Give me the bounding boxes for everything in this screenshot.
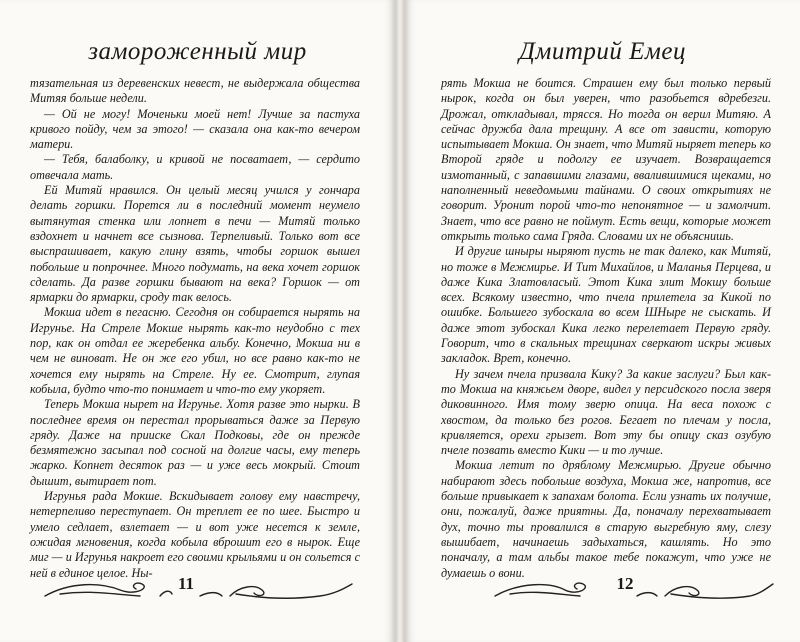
paragraph: Мокша идет в пегасню. Сегодня он собирается нырять на Игрунье. На Стреле Мокше нырять как-то неудобно с тех пор, как он отдал ее жеребенка альбу. Конечно, Мокша ни в чем не виноват. Не он же его убил, но все равно как-то не хочется ему нырять на Стреле. Ну ее. Смотрит, глупая кобыла, будто что-то понимает и что-то ему укоряет.	[30, 305, 360, 396]
book-gutter	[395, 0, 405, 642]
paragraph: И другие шныры ныряют пусть не так далеко, как Митяй, но тоже в Межмирье. И Тит Михайлов, и Маланья Перцева, и даже Кика Златовласый. Этот Кика злит Мокшу больше всех. Всякому известно, что пчела прилетела за Кикой по ошибке. Большего зубоскала во всем ШНыре не сыскать. И даже этот зубоскал Кика легко перелетает Первую гряду. Говорит, что в скальных трещинах сверкают искры живых закладок. Врет, конечно.	[441, 244, 771, 366]
paragraph: Ну зачем пчела призвала Кику? За какие заслуги? Был как-то Мокша на княжьем дворе, видел у персидского посла зверя диковинного. Имя тому зверю опица. На веса похож с хвостом, да только без рогов. Бегает по плечам у посла, кривляется, орехи грызет. Вот эту бы опицу сказ озубую пчеле позвать вместо Кики — и то лучше.	[441, 366, 771, 458]
paragraph: Теперь Мокша нырет на Игрунье. Хотя разве это нырки. В последнее время он перестал прорываться даже за Первую гряду. Даже на прииске Скал Подковы, где он прежде безмятежно засыпал под сосной на долгие часы, ему теперь жарко. Копнет десяток раз — и уже весь мокрый. Стоит дышит, вытирает пот.	[30, 397, 360, 488]
paragraph: тязательная из деревенских невест, не выдержала общества Митяя больше недели.	[30, 76, 360, 106]
paragraph: Игрунья рада Мокше. Вскидывает голову ему навстречу, нетерпеливо переступает. Он треплет ее по шее. Быстро и умело седлает, взлетает — и вот уже несется к земле, ожидая мгновения, когда кобыла вброшит его в нырок. Еще миг — и Игрунья накроет его своими крыльями и он сольется с ней в единое целое. Ны-	[30, 489, 360, 580]
right-page-text	[441, 76, 771, 581]
paragraph: — Тебя, балаболку, и кривой не посватает, — сердито отвечала мать.	[30, 152, 360, 182]
paragraph: Ей Митяй нравился. Он целый месяц учился у гончара делать горшки. Порется ли в последний момент неумело вытянутая стенка или лопнет в печи — Митяй только вздохнет и начнет все сызнова. Терпеливый. Только вот все выспрашивает, какую глину взять, чтобы горшок вышел побольше и попрочнее. Много подумать, на века хочет горшок сделать. Да разве горшки бывают на века? Горшок — от ярмарки до ярмарки, сроду так велось.	[30, 183, 360, 305]
paragraph: Мокша летит по дряблому Межмирью. Другие обычно набирают здесь побольше воздуха, Мокша же, напротив, все больше привыкает к запахам болота. Если узнать их получше, они, пожалуй, даже приятны. Да, поначалу перехватывает дух, точно ты провалился в старую выгребную яму, слезу вышибает, начинаешь задыхаться, кашлять. Но это поначалу, а там альбы такое тебе покажут, что уже не думаешь о вони.	[441, 458, 771, 580]
page-number-right: 12	[616, 574, 634, 593]
right-page	[405, 0, 800, 642]
running-header-right: Дмитрий Емец	[519, 38, 686, 65]
paragraph: рять Мокша не боится. Страшен ему был только первый нырок, когда он был уверен, что разобьется вдребезги. Дрожал, откладывал, трясся. Но тогда он верил Митяю. А сейчас дружба дала трещину. А все от зависти, которую испытывает Мокша. Он знает, что Митяй ныряет теперь ко Второй гряде и подолгу ее изучает. Возвращается измотанный, с запавшими глазами, ввалившимися щеками, но наполненный неведомыми тайнами. О своих открытиях не говорит. Уронит порой что-то непонятное — и замолчит. Знает, что все равно не поймут. Есть вещи, которые может открыть только сама Гряда. Словами их не объяснишь.	[441, 76, 771, 243]
paragraph: — Ой не могу! Моченьки моей нет! Лучше за пастуха кривого пойду, чем за этого! — сказала она как-то вечером матери.	[30, 106, 360, 152]
page-number-left: 11	[177, 574, 195, 593]
left-page	[0, 0, 395, 642]
left-page-text	[30, 76, 360, 581]
running-header-left: замороженный мир	[88, 38, 307, 65]
